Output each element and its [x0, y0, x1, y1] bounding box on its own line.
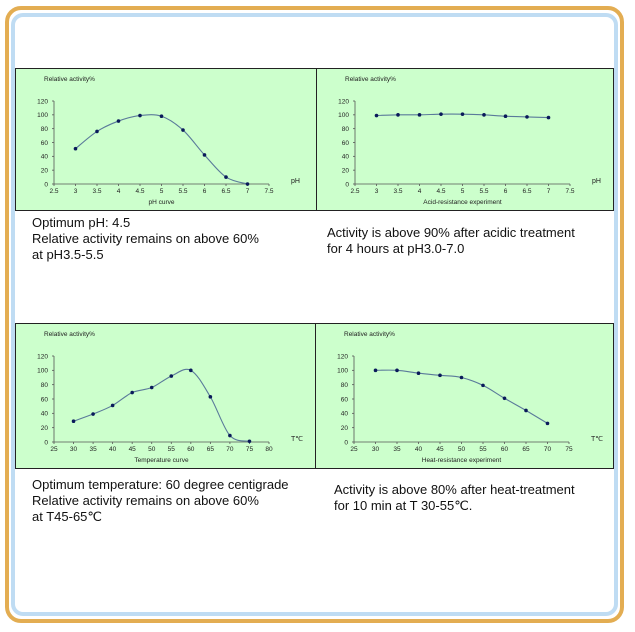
y-axis-label: Relative activity%	[44, 331, 95, 338]
temperature-description	[32, 477, 289, 525]
x-tick-label: 65	[206, 446, 214, 453]
y-axis-label: Relative activity%	[345, 76, 396, 83]
y-tick-label: 0	[44, 439, 48, 447]
x-tick-label: 30	[69, 446, 78, 453]
x-tick-label: 4.5	[436, 188, 446, 195]
y-tick-label: 120	[37, 353, 48, 361]
data-point	[203, 153, 207, 157]
x-tick-label: 7	[245, 188, 250, 195]
x-tick-label: 5.5	[178, 188, 188, 195]
y-tick-label: 80	[341, 125, 349, 133]
desc-line: Optimum pH: 4.5	[32, 215, 131, 230]
x-tick-label: 5.5	[479, 188, 489, 195]
x-axis-unit-label: pH	[291, 178, 300, 185]
data-point	[525, 115, 529, 119]
heat-resistance-chart	[315, 323, 614, 469]
x-tick-label: 6.5	[221, 188, 231, 195]
data-point	[438, 374, 442, 378]
y-tick-label: 0	[344, 439, 348, 447]
y-tick-label: 40	[340, 410, 348, 418]
chart-title: Temperature curve	[134, 457, 189, 464]
y-tick-label: 20	[340, 424, 348, 432]
data-point	[224, 175, 228, 179]
data-point	[150, 386, 154, 390]
x-tick-label: 60	[500, 446, 509, 453]
x-tick-label: 7.5	[565, 188, 575, 195]
y-axis-label: Relative activity%	[44, 76, 95, 83]
x-tick-label: 35	[393, 446, 401, 453]
data-point	[417, 371, 421, 375]
x-tick-label: 40	[414, 446, 423, 453]
x-tick-label: 2.5	[49, 188, 59, 195]
y-tick-label: 60	[40, 139, 48, 147]
chart-title: pH curve	[148, 199, 175, 206]
x-tick-label: 60	[187, 446, 195, 453]
x-tick-label: 25	[350, 446, 358, 453]
y-axis-label: Relative activity%	[344, 331, 395, 338]
y-tick-label: 0	[44, 181, 48, 189]
x-tick-label: 45	[436, 446, 444, 453]
y-tick-label: 100	[338, 112, 349, 120]
data-point	[91, 412, 95, 416]
x-tick-label: 6	[202, 188, 207, 195]
y-tick-label: 0	[345, 181, 349, 189]
x-axis-unit-label: T℃	[291, 436, 304, 443]
x-tick-label: 2.5	[350, 188, 360, 195]
y-tick-label: 60	[340, 396, 348, 404]
data-point	[547, 116, 551, 120]
acid-description	[327, 225, 575, 257]
x-tick-label: 25	[50, 446, 58, 453]
acid-resistance-chart	[316, 68, 614, 211]
x-axis-unit-label: T℃	[591, 436, 604, 443]
y-tick-label: 60	[341, 139, 349, 147]
x-tick-label: 6	[503, 188, 508, 195]
chart-title: Acid-resistance experiment	[423, 199, 502, 206]
data-point	[482, 113, 486, 117]
y-tick-label: 100	[337, 367, 348, 375]
data-point	[504, 114, 508, 118]
x-axis-unit-label: pH	[592, 178, 601, 185]
y-tick-label: 80	[340, 381, 348, 389]
x-tick-label: 35	[89, 446, 97, 453]
x-tick-label: 50	[148, 446, 156, 453]
desc-line: Relative activity remains on above 60%	[32, 493, 259, 508]
x-tick-label: 3	[374, 188, 379, 195]
x-tick-label: 55	[479, 446, 487, 453]
series-line	[74, 369, 250, 441]
data-point	[503, 396, 507, 400]
x-tick-label: 3.5	[393, 188, 403, 195]
x-tick-label: 45	[128, 446, 136, 453]
data-point	[169, 374, 173, 378]
desc-line: at T45-65℃	[32, 509, 103, 524]
data-point	[461, 112, 465, 116]
x-tick-label: 4.5	[135, 188, 145, 195]
desc-line: Relative activity remains on above 60%	[32, 231, 259, 246]
data-point	[209, 395, 213, 399]
x-tick-label: 7.5	[264, 188, 274, 195]
x-tick-label: 5	[159, 188, 164, 195]
x-tick-label: 55	[167, 446, 175, 453]
ph-description	[32, 215, 259, 263]
data-point	[418, 113, 422, 117]
y-tick-label: 120	[338, 98, 349, 106]
series-line	[76, 115, 248, 184]
y-tick-label: 100	[37, 112, 48, 120]
x-tick-label: 50	[457, 446, 466, 453]
ph-curve-chart	[15, 68, 317, 211]
desc-line: for 10 min at T 30-55℃.	[334, 498, 473, 513]
y-tick-label: 20	[341, 167, 349, 175]
x-tick-label: 80	[265, 446, 273, 453]
data-point	[189, 369, 193, 373]
y-tick-label: 20	[40, 424, 48, 432]
x-tick-label: 4	[116, 188, 121, 195]
data-point	[395, 369, 399, 373]
y-tick-label: 80	[40, 381, 48, 389]
data-point	[481, 384, 485, 388]
x-tick-label: 40	[109, 446, 117, 453]
y-tick-label: 40	[40, 410, 48, 418]
x-tick-label: 30	[371, 446, 380, 453]
data-point	[228, 434, 232, 438]
y-tick-label: 120	[337, 353, 348, 361]
desc-line: Optimum temperature: 60 degree centigrade	[32, 477, 289, 492]
x-tick-label: 65	[522, 446, 530, 453]
x-tick-label: 70	[543, 446, 552, 453]
data-point	[246, 182, 250, 186]
x-tick-label: 70	[226, 446, 234, 453]
x-tick-label: 3	[73, 188, 78, 195]
x-tick-label: 75	[245, 446, 254, 453]
data-point	[396, 113, 400, 117]
chart-title: Heat-resistance experiment	[421, 457, 502, 464]
data-point	[524, 409, 528, 413]
x-tick-label: 4	[417, 188, 422, 195]
x-tick-label: 5	[460, 188, 465, 195]
data-point	[248, 439, 252, 443]
heat-description	[334, 482, 575, 514]
data-point	[160, 114, 164, 118]
y-tick-label: 20	[40, 167, 48, 175]
data-point	[439, 112, 443, 116]
y-tick-label: 60	[40, 396, 48, 404]
desc-line: at pH3.5-5.5	[32, 247, 104, 262]
y-tick-label: 80	[40, 125, 48, 133]
temperature-curve-chart	[15, 323, 316, 469]
desc-line: Activity is above 90% after acidic treatment	[327, 225, 575, 240]
y-tick-label: 100	[37, 367, 48, 375]
data-point	[375, 114, 379, 118]
data-point	[130, 391, 134, 395]
data-point	[117, 119, 121, 123]
data-point	[460, 376, 464, 380]
y-tick-label: 40	[40, 153, 48, 161]
data-point	[374, 369, 378, 373]
desc-line: for 4 hours at pH3.0-7.0	[327, 241, 465, 256]
x-tick-label: 3.5	[92, 188, 102, 195]
x-tick-label: 6.5	[522, 188, 532, 195]
data-point	[72, 419, 76, 423]
data-point	[111, 404, 115, 408]
desc-line: Activity is above 80% after heat-treatment	[334, 482, 575, 497]
data-point	[74, 147, 78, 151]
data-point	[138, 114, 142, 118]
x-tick-label: 75	[565, 446, 573, 453]
y-tick-label: 120	[37, 98, 48, 106]
x-tick-label: 7	[546, 188, 551, 195]
y-tick-label: 40	[341, 153, 349, 161]
data-point	[546, 422, 550, 426]
data-point	[181, 128, 185, 132]
data-point	[95, 130, 99, 134]
